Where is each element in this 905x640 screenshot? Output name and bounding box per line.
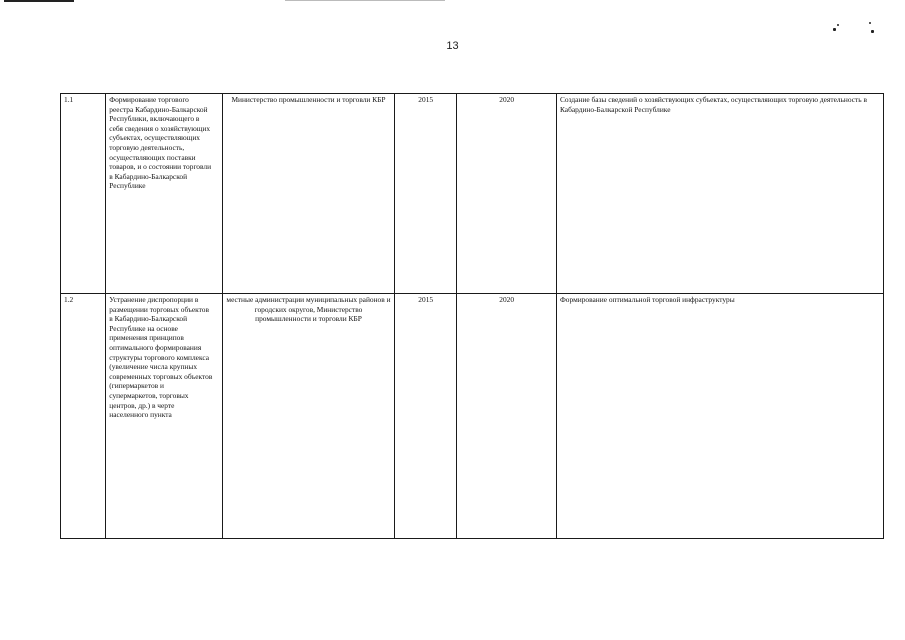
start-year-cell: 2015 <box>395 294 457 539</box>
row-number: 1.1 <box>61 94 106 294</box>
measure-name <box>106 94 223 294</box>
measures-table <box>60 93 884 539</box>
page-number: 13 <box>446 40 459 52</box>
scan-specks <box>823 22 883 38</box>
measure-name-text: Устранение диспропорции в размещении торговых объектов в Кабардино-Балкарской Республике на основе применения принципов оптимального формирования структуры торгового комплекса (увеличение числа крупных современных торговых объектов (гипермаркетов и супермаркетов, торговых центров, др.) в черте населенного пункта <box>109 295 213 420</box>
measure-name-text: Формирование торгового реестра Кабардино-Балкарской Республики, включающего в себя сведения о хозяйствующих субъектах, осуществляющих торговую деятельность, осуществляющих поставки товаров, и о состоянии торговли в Кабардино-Балкарской Республике <box>109 95 212 191</box>
executor-cell: местные администрации муниципальных районов и городских округов, Министерство промышленности и торговли КБР <box>222 294 394 539</box>
expected-result-cell: Создание базы сведений о хозяйствующих субъектах, осуществляющих торговую деятельность в Кабардино-Балкарской Республике <box>556 94 883 294</box>
executor-cell: Министерство промышленности и торговли КБР <box>222 94 394 294</box>
table-row <box>61 94 884 294</box>
end-year-cell: 2020 <box>457 294 557 539</box>
scan-edge-mark-faint <box>285 0 445 1</box>
end-year-cell: 2020 <box>457 94 557 294</box>
start-year-cell: 2015 <box>395 94 457 294</box>
expected-result-cell: Формирование оптимальной торговой инфраструктуры <box>556 294 883 539</box>
table-row <box>61 294 884 539</box>
measure-name <box>106 294 223 539</box>
row-number: 1.2 <box>61 294 106 539</box>
scan-edge-mark <box>4 0 74 2</box>
